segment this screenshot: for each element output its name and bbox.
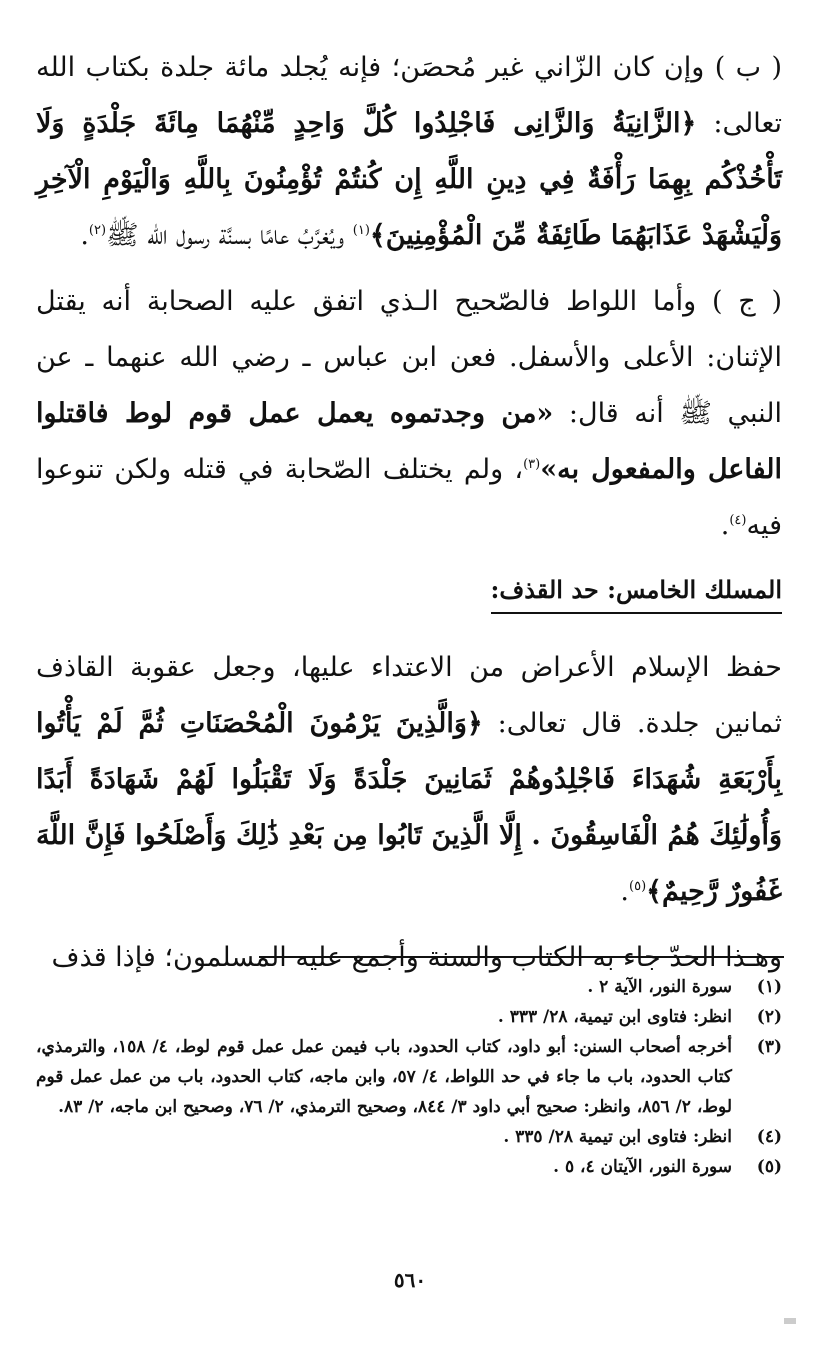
paragraph-qadhf [36,640,782,920]
footnote-number: (٥) [756,1157,782,1177]
footnote-number: (٢) [756,1007,782,1027]
footnote-text: انظر: فتاوى ابن تيمية، ٢٨/ ٣٣٣ . [497,1007,732,1027]
paragraph-b [36,40,782,264]
section-heading-wrapper [36,564,782,640]
footnote-item [36,972,782,1002]
hadith-quote: «من وجدتموه يعمل عمل قوم لوط فاقتلوا الفاعل والمفعول به» [36,398,782,485]
footnote-text: انظر: فتاوى ابن تيمية ٢٨/ ٣٣٥ . [503,1127,732,1147]
paragraph-c-end: . [720,510,730,541]
footnote-number: (٣) [756,1037,782,1057]
paragraph-c-after: ، ولم يختلف الصّحابة في قتله ولكن تنوعوا فيه [36,454,782,541]
footnote-ref-3: (٣) [523,457,541,472]
paragraph-last: وهـذا الحدّ جاء به الكتاب والسنة وأجمع عليه المسلمون؛ فإذا قذف [51,942,782,973]
footnote-item [36,1032,782,1122]
footnote-text: سورة النور، الآيتان ٤، ٥ . [553,1157,732,1177]
paragraph-c [36,274,782,554]
footnote-divider [259,956,784,958]
footnote-item [36,1002,782,1032]
footnote-number: (١) [756,977,782,997]
footnotes [36,972,782,1182]
footnote-ref-1: (١) [352,223,370,238]
footnote-text: سورة النور، الآية ٢ . [587,977,732,997]
footnote-ref-4: (٤) [729,513,747,528]
footnote-item [36,1122,782,1152]
paragraph-b-intro: ( ب ) وإن كان الزّاني غير مُحصَن؛ فإنه يُجلد مائة جلدة بكتاب الله تعالى: [36,52,782,139]
footnote-number: (٤) [756,1127,782,1147]
section-heading: المسلك الخامس: حد القذف: [491,570,783,614]
page-body [36,40,782,996]
paragraph-c-intro: ( ج ) وأما اللواط فالصّحيح الـذي اتفق عليه الصحابة أنه يقتل الإثنان: الأعلى والأسفل. فعن ابن عباس ـ رضي الله عنهما ـ عن النبي ﷺ أنه قال: [36,286,783,429]
paragraph-qadhf-intro: حفظ الإسلام الأعراض من الاعتداء عليها، وجعل عقوبة القاذف ثمانين جلدة. قال تعالى: [36,652,782,739]
quran-verse-qadhf: ﴿وَالَّذِينَ يَرْمُونَ الْمُحْصَنَاتِ ثُمَّ لَمْ يَأْتُوا بِأَرْبَعَةِ شُهَدَاءَ فَاجْلِدُوهُمْ ثَمَانِينَ جَلْدَةً وَلَا تَقْبَلُوا لَهُمْ شَهَادَةً أَبَدًا وَأُولَٰئِكَ هُمُ الْفَاسِقُونَ . إِلَّا الَّذِينَ تَابُوا مِن بَعْدِ ذَٰلِكَ وَأَصْلَحُوا فَإِنَّ اللَّهَ غَفُورٌ رَّحِيمٌ﴾ [36,708,782,907]
scan-mark [784,1318,796,1324]
page-number: ٥٦٠ [393,1268,427,1292]
paragraph-qadhf-end: . [620,876,630,907]
footnote-ref-2: (٢) [88,223,107,238]
paragraph-b-end: . [80,220,89,251]
paragraph-b-after: ويُغرَّبُ عامًا بسنَّة رسول الله ﷺ [106,220,353,251]
footnote-item [36,1152,782,1182]
quran-verse-zina: ﴿الزَّانِيَةُ وَالزَّانِى فَاجْلِدُوا كُلَّ وَاحِدٍ مِّنْهُمَا مِائَةَ جَلْدَةٍ وَلَا تَأْخُذْكُم بِهِمَا رَأْفَةٌ فِي دِينِ اللَّهِ إِن كُنتُمْ تُؤْمِنُونَ بِاللَّهِ وَالْيَوْمِ الْآخِرِ وَلْيَشْهَدْ عَذَابَهُمَا طَائِفَةٌ مِّنَ الْمُؤْمِنِينَ﴾ [36,108,782,251]
footnote-ref-5: (٥) [629,879,647,894]
footnote-text: أخرجه أصحاب السنن: أبو داود، كتاب الحدود، باب فيمن عمل عمل قوم لوط، ٤/ ١٥٨، والترمذي، كتاب الحدود، باب ما جاء في حد اللواط، ٤/ ٥٧، وابن ماجه، كتاب الحدود، باب من عمل عمل قوم لوط، ٢/ ٨٥٦، وانظر: صحيح أبي داود ٣/ ٨٤٤، وصحيح الترمذي، ٢/ ٧٦، وصحيح ابن ماجه، ٢/ ٨٣. [36,1037,732,1117]
